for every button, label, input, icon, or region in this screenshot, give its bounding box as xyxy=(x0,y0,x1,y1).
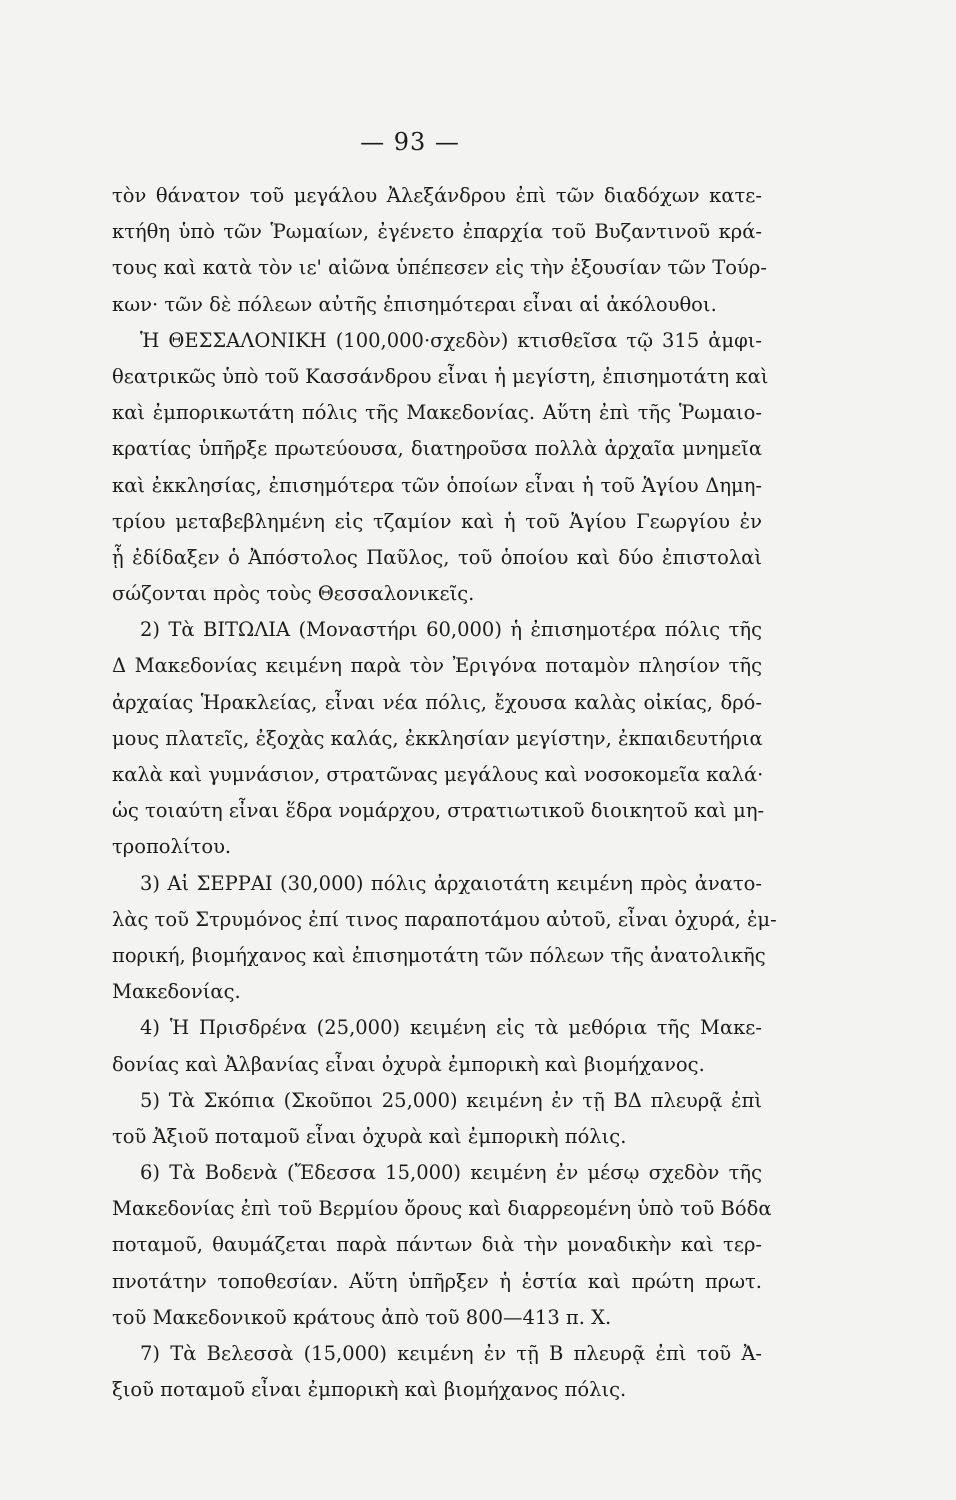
text-line: τοῦ Ἀξιοῦ ποταμοῦ εἶναι ὀχυρὰ καὶ ἐμπορικὴ πόλις. xyxy=(112,1124,627,1148)
text-line: πνοτάτην τοποθεσίαν. Αὕτη ὑπῆρξεν ἡ ἑστία καὶ πρώτη πρωτ. xyxy=(112,1269,762,1293)
text-line: καὶ ἐκκλησίας, ἐπισημότερα τῶν ὁποίων εἶναι ἡ τοῦ Ἁγίου Δημη- xyxy=(112,473,762,497)
text-line: 4) Ἡ Πρισδρένα (25,000) κειμένη εἰς τὰ μεθόρια τῆς Μακε- xyxy=(140,1016,762,1040)
text-line: 2) Τὰ ΒΙΤΩΛΙΑ (Μοναστήρι 60,000) ἡ ἐπισημοτέρα πόλις τῆς xyxy=(140,618,762,642)
text-line: μους πλατεῖς, ἐξοχὰς καλάς, ἐκκλησίαν μεγίστην, ἐκπαιδευτήρια xyxy=(112,726,763,750)
body-text xyxy=(112,178,777,1408)
text-line: 6) Τὰ Βοδενὰ (Ἔδεσσα 15,000) κειμένη ἐν μέσῳ σχεδὸν τῆς xyxy=(140,1161,762,1185)
text-line: λὰς τοῦ Στρυμόνος ἐπί τινος παραποτάμου αὐτοῦ, εἶναι ὀχυρά, ἐμ- xyxy=(112,907,777,931)
text-line: Δ Μακεδονίας κειμένη παρὰ τὸν Ἐριγόνα ποταμὸν πλησίον τῆς xyxy=(112,654,762,678)
text-line: ᾗ ἐδίδαξεν ὁ Ἀπόστολος Παῦλος, τοῦ ὁποίου καὶ δύο ἐπιστολαὶ xyxy=(112,545,762,569)
text-line: ξιοῦ ποταμοῦ εἶναι ἐμπορικὴ καὶ βιομήχανος πόλις. xyxy=(112,1378,627,1402)
text-line: πορική, βιομήχανος καὶ ἐπισημοτάτη τῶν πόλεων τῆς ἀνατολικῆς xyxy=(112,943,766,967)
text-line: 5) Τὰ Σκόπια (Σκοῦποι 25,000) κειμένη ἐν τῇ ΒΔ πλευρᾷ ἐπὶ xyxy=(140,1088,762,1112)
text-line: σώζονται πρὸς τοὺς Θεσσαλονικεῖς. xyxy=(112,582,475,606)
text-line: τους καὶ κατὰ τὸν ιε' αἰῶνα ὑπέπεσεν εἰς τὴν ἐξουσίαν τῶν Τούρ- xyxy=(112,256,767,280)
text-line: τρίου μεταβεβλημένη εἰς τζαμίον καὶ ἡ τοῦ Ἁγίου Γεωργίου ἐν xyxy=(112,509,762,533)
text-line: θεατρικῶς ὑπὸ τοῦ Κασσάνδρου εἶναι ἡ μεγίστη, ἐπισημοτάτη καὶ xyxy=(112,364,769,388)
text-line: Μακεδονίας ἐπὶ τοῦ Βερμίου ὄρους καὶ διαρρεομένη ὑπὸ τοῦ Βόδα xyxy=(112,1197,772,1221)
text-line: ποταμοῦ, θαυμάζεται παρὰ πάντων διὰ τὴν μοναδικὴν καὶ τερ- xyxy=(112,1233,762,1257)
text-line: καλὰ καὶ γυμνάσιον, στρατῶνας μεγάλους καὶ νοσοκομεῖα καλά· xyxy=(112,763,764,786)
text-line: ὡς τοιαύτη εἶναι ἕδρα νομάρχου, στρατιωτικοῦ διοικητοῦ καὶ μη- xyxy=(112,799,765,823)
text-line: τοῦ Μακεδονικοῦ κράτους ἀπὸ τοῦ 800—413 π. Χ. xyxy=(112,1305,612,1329)
page-number: — 93 — xyxy=(360,128,460,156)
text-line: δονίας καὶ Ἀλβανίας εἶναι ὀχυρὰ ἐμπορικὴ καὶ βιομήχανος. xyxy=(112,1052,705,1076)
text-line: 7) Τὰ Βελεσσὰ (15,000) κειμένη ἐν τῇ Β πλευρᾷ ἐπὶ τοῦ Ἀ- xyxy=(140,1342,762,1365)
text-line: τροπολίτου. xyxy=(112,835,232,859)
text-line: κρατίας ὑπῆρξε πρωτεύουσα, διατηροῦσα πολλὰ ἀρχαῖα μνημεῖα xyxy=(112,437,762,461)
text-line: Μακεδονίας. xyxy=(112,980,241,1004)
text-line: Ἡ ΘΕΣΣΑΛΟΝΙΚΗ (100,000·σχεδὸν) κτισθεῖσα τῷ 315 ἀμφι- xyxy=(140,328,762,352)
text-line: 3) Αἱ ΣΕΡΡΑΙ (30,000) πόλις ἀρχαιοτάτη κειμένη πρὸς ἀνατο- xyxy=(140,871,762,895)
text-line: ἀρχαίας Ἡρακλείας, εἶναι νέα πόλις, ἔχουσα καλὰς οἰκίας, δρό- xyxy=(112,690,762,714)
text-line: τὸν θάνατον τοῦ μεγάλου Ἀλεξάνδρου ἐπὶ τῶν διαδόχων κατε- xyxy=(112,184,762,207)
text-line: κων· τῶν δὲ πόλεων αὐτῆς ἐπισημότεραι εἶναι αἱ ἀκόλουθοι. xyxy=(112,292,717,316)
text-line: κτήθη ὑπὸ τῶν Ῥωμαίων, ἐγένετο ἐπαρχία τοῦ Βυζαντινοῦ κρά- xyxy=(112,220,762,244)
text-line: καὶ ἐμπορικωτάτη πόλις τῆς Μακεδονίας. Αὕτη ἐπὶ τῆς Ῥωμαιο- xyxy=(112,401,762,425)
